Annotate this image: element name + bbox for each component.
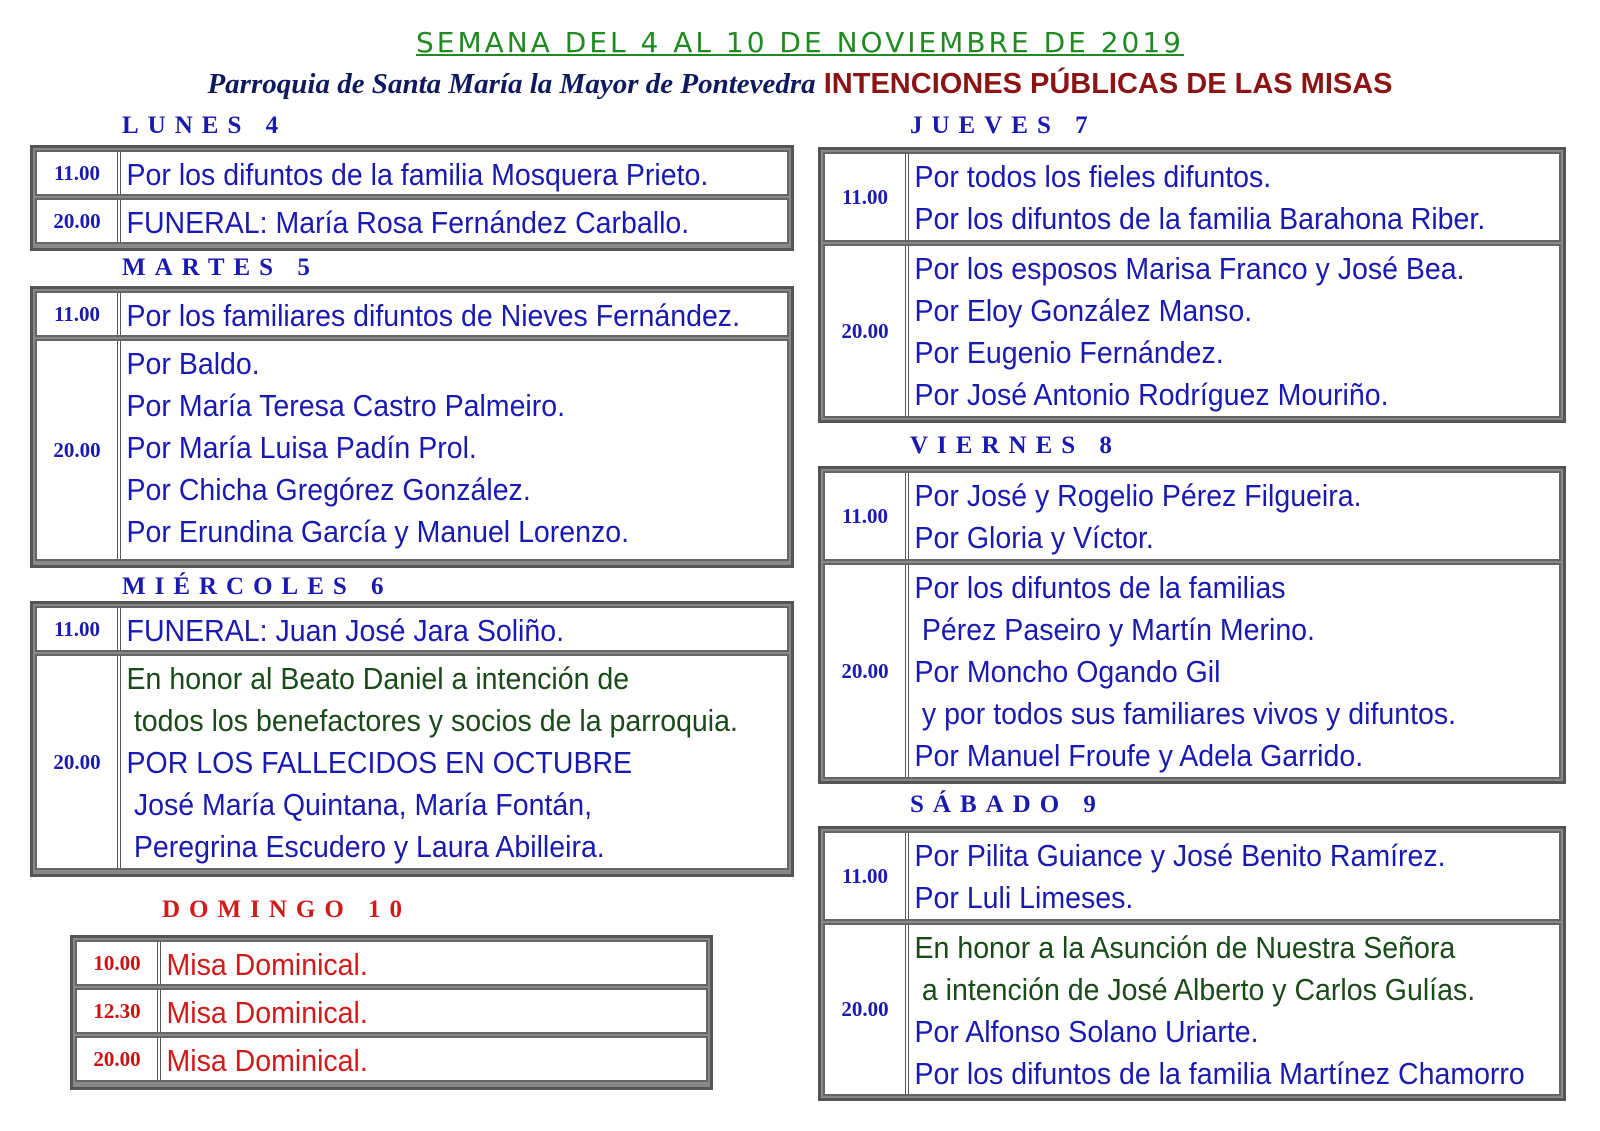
day-heading-lunes: LUNES 4: [122, 112, 288, 139]
mass-time: 12.30: [77, 990, 161, 1032]
mass-block-domingo: [70, 935, 713, 1090]
intention-line: Por Erundina García y Manuel Lorenzo.: [126, 514, 630, 549]
day-heading-domingo: DOMINGO 10: [162, 896, 412, 923]
intention-line: Por los difuntos de la familias: [914, 570, 1286, 605]
intention-line: Por Eugenio Fernández.: [914, 335, 1224, 370]
mass-row: [823, 923, 1561, 1096]
mass-time: 20.00: [825, 246, 909, 416]
mass-time: 20.00: [825, 565, 909, 777]
day-heading-miercoles: MIÉRCOLES 6: [122, 573, 393, 600]
intention-line: Por los difuntos de la familia Mosquera Prieto.: [126, 157, 709, 192]
intention-line: Por José y Rogelio Pérez Filgueira.: [914, 478, 1362, 513]
mass-intention: [909, 925, 1585, 1094]
mass-block-lunes: [30, 145, 794, 251]
intention-line: Por los difuntos de la familia Martínez Chamorro: [914, 1056, 1525, 1091]
mass-intention: [121, 293, 801, 335]
mass-row: [823, 244, 1561, 418]
mass-intention: [161, 1038, 707, 1080]
mass-row: [823, 471, 1561, 561]
mass-time: 20.00: [77, 1038, 161, 1080]
mass-intention: [121, 656, 799, 868]
mass-intention: [909, 473, 1560, 559]
mass-row: [35, 606, 789, 652]
intention-line: Por Pilita Guiance y José Benito Ramírez.: [914, 838, 1446, 873]
mass-intention: [121, 608, 788, 650]
intention-line: Por Manuel Froufe y Adela Garrido.: [914, 738, 1364, 773]
mass-row: [35, 654, 789, 870]
intention-line: Por los esposos Marisa Franco y José Bea.: [914, 251, 1465, 286]
intention-line: Por los difuntos de la familia Barahona Riber.: [914, 201, 1486, 236]
intention-line: Misa Dominical.: [166, 995, 368, 1030]
mass-row: [823, 152, 1561, 242]
mass-block-miercoles: [30, 601, 794, 877]
mass-time: 20.00: [37, 656, 121, 868]
mass-intention: [121, 200, 788, 242]
intention-line: Por Alfonso Solano Uriarte.: [914, 1014, 1259, 1049]
intention-line: Por Gloria y Víctor.: [914, 520, 1154, 555]
week-title: SEMANA DEL 4 AL 10 DE NOVIEMBRE DE 2019: [416, 26, 1184, 59]
intention-line: Por María Luisa Padín Prol.: [126, 430, 477, 465]
mass-time: 10.00: [77, 942, 161, 984]
mass-time: 11.00: [37, 293, 121, 335]
day-heading-viernes: VIERNES 8: [910, 432, 1121, 459]
mass-row: [823, 563, 1561, 779]
mass-time: 11.00: [825, 154, 909, 240]
day-heading-jueves: JUEVES 7: [910, 112, 1097, 139]
subtitle: [0, 68, 1600, 101]
mass-time: 11.00: [825, 833, 909, 919]
day-heading-martes: MARTES 5: [122, 254, 319, 281]
mass-intention: [161, 990, 707, 1032]
mass-block-jueves: [818, 147, 1566, 423]
intention-line: Por todos los fieles difuntos.: [914, 159, 1272, 194]
intention-line: Por Eloy González Manso.: [914, 293, 1253, 328]
mass-time: 11.00: [37, 608, 121, 650]
mass-row: [35, 150, 789, 196]
intention-line: Peregrina Escudero y Laura Abilleira.: [133, 829, 605, 864]
mass-row: [35, 291, 789, 337]
intention-line: Misa Dominical.: [166, 947, 368, 982]
mass-row: [35, 339, 789, 561]
mass-intention: [121, 341, 788, 559]
intention-line: Pérez Paseiro y Martín Merino.: [921, 612, 1315, 647]
mass-time: 20.00: [37, 341, 121, 559]
mass-row: [75, 1036, 708, 1082]
intention-line: Por María Teresa Castro Palmeiro.: [126, 388, 566, 423]
mass-intention: [161, 942, 707, 984]
intention-line: Por Luli Limeses.: [914, 880, 1134, 915]
mass-time: 11.00: [825, 473, 909, 559]
intention-line: En honor al Beato Daniel a intención de: [126, 661, 630, 696]
intention-line: José María Quintana, María Fontán,: [133, 787, 593, 822]
intention-line: FUNERAL: Juan José Jara Soliño.: [126, 613, 565, 648]
intention-line: Por Baldo.: [126, 346, 260, 381]
mass-block-martes: [30, 286, 794, 568]
intention-line: Misa Dominical.: [166, 1043, 368, 1078]
mass-row: [35, 198, 789, 244]
intention-line: Por Moncho Ogando Gil: [914, 654, 1221, 689]
mass-intention: [121, 152, 788, 194]
mass-intention: [909, 565, 1560, 777]
mass-row: [823, 831, 1561, 921]
intention-line: FUNERAL: María Rosa Fernández Carballo.: [126, 205, 690, 240]
mass-time: 20.00: [825, 925, 909, 1094]
intention-line: todos los benefactores y socios de la parroquia.: [133, 703, 738, 738]
intention-line: a intención de José Alberto y Carlos Gulías.: [921, 972, 1476, 1007]
intentions-title: INTENCIONES PÚBLICAS DE LAS MISAS: [823, 68, 1393, 100]
intention-line: Por José Antonio Rodríguez Mouriño.: [914, 377, 1389, 412]
intention-line: POR LOS FALLECIDOS EN OCTUBRE: [126, 745, 633, 780]
mass-intention: [909, 833, 1560, 919]
intention-line: En honor a la Asunción de Nuestra Señora: [914, 930, 1456, 965]
mass-row: [75, 988, 708, 1034]
mass-block-viernes: [818, 466, 1566, 784]
mass-row: [75, 940, 708, 986]
intention-line: Por Chicha Gregórez González.: [126, 472, 531, 507]
mass-time: 20.00: [37, 200, 121, 242]
day-heading-sabado: SÁBADO 9: [910, 791, 1105, 818]
parish-name: Parroquia de Santa María la Mayor de Pontevedra: [207, 68, 816, 100]
intention-line: Por los familiares difuntos de Nieves Fernández.: [126, 298, 741, 333]
mass-intention: [909, 154, 1560, 240]
mass-time: 11.00: [37, 152, 121, 194]
intention-line: y por todos sus familiares vivos y difuntos.: [921, 696, 1457, 731]
mass-block-sabado: [818, 826, 1566, 1101]
mass-intention: [909, 246, 1560, 416]
